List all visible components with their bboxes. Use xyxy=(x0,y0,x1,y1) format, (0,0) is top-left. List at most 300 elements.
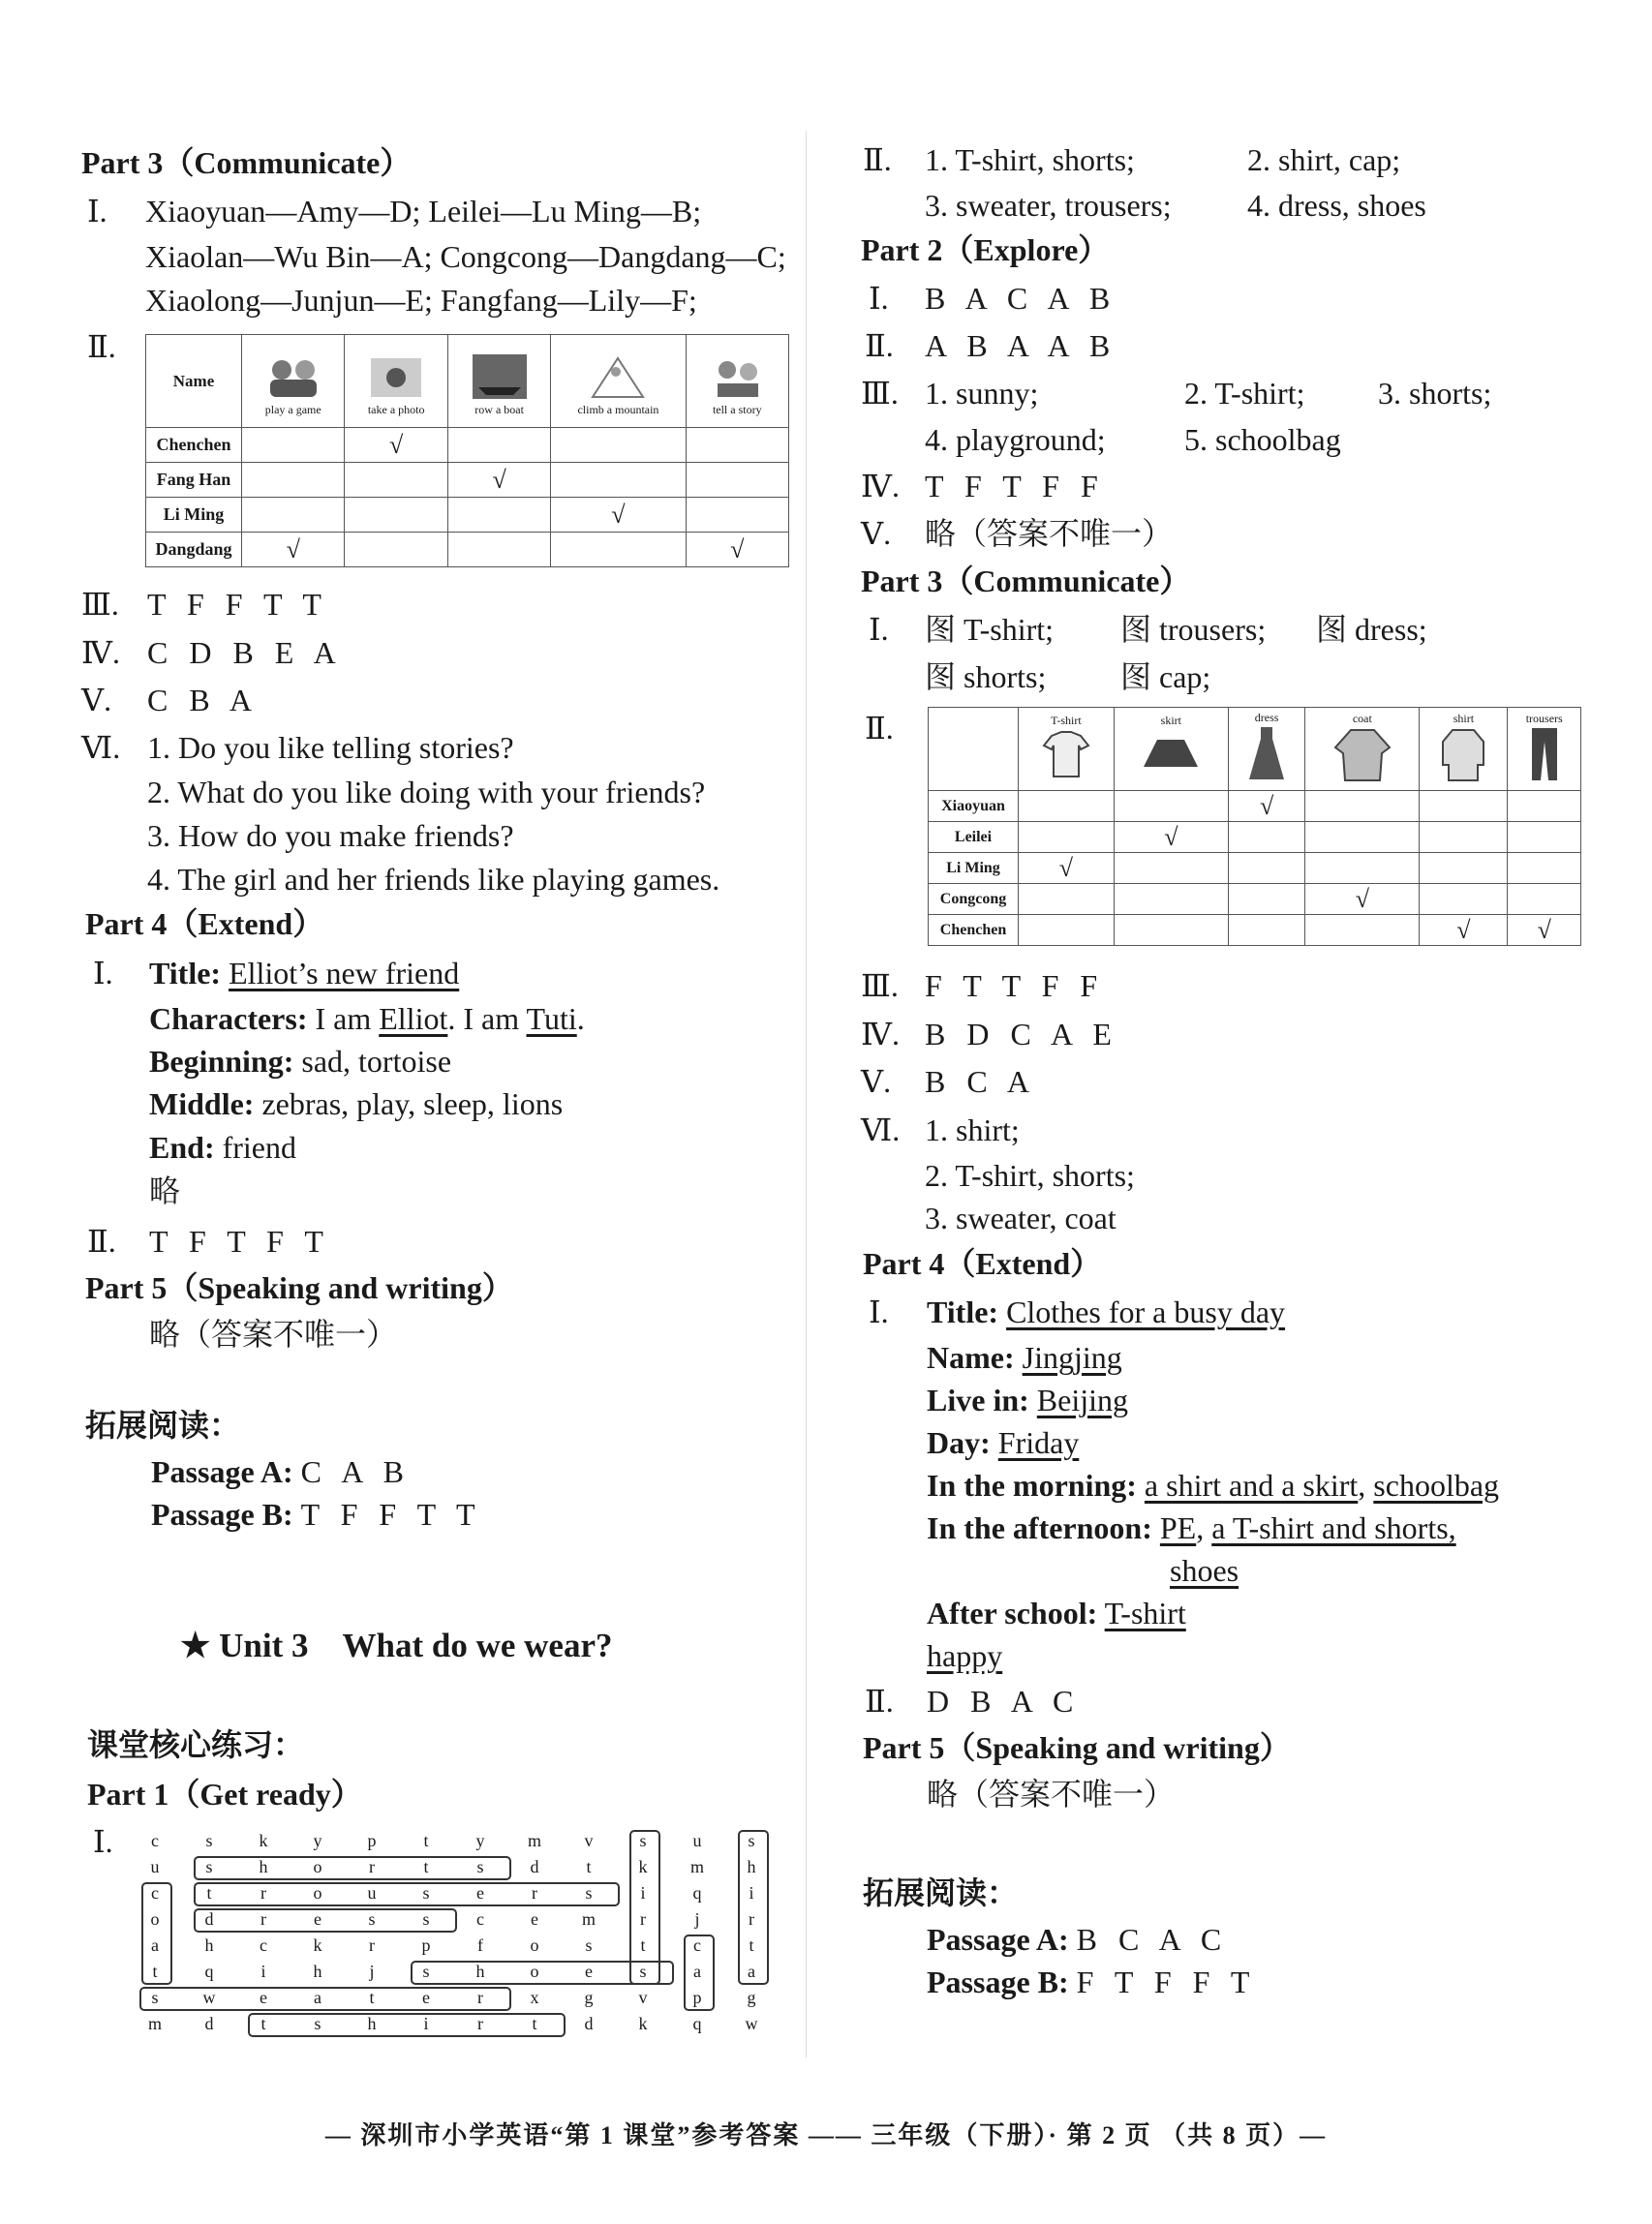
value: B C A C xyxy=(1076,1922,1229,1957)
found-word-outline xyxy=(194,1908,457,1933)
part5-answer: 略（答案不唯一） xyxy=(149,1317,398,1352)
check-cell xyxy=(1420,791,1508,822)
found-word-outline xyxy=(194,1856,511,1880)
communicate-3-number: Ⅲ. xyxy=(861,968,899,1003)
answer: F T T F F xyxy=(925,968,1105,1003)
extend-1-number: Ⅰ. xyxy=(869,1295,889,1329)
word-search-letter: e xyxy=(260,1988,267,2007)
activity-header xyxy=(345,335,447,428)
word-search-letter: s xyxy=(314,2014,321,2033)
name-header: Name xyxy=(146,335,242,428)
communicate-2-number: Ⅱ. xyxy=(865,711,894,746)
name-line xyxy=(927,1338,1122,1377)
word-search-letter: m xyxy=(147,2014,162,2033)
part5-answer: 略（答案不唯一） xyxy=(927,1777,1176,1812)
answer-line: 1. Do you like telling stories? xyxy=(147,730,514,765)
activity-table xyxy=(145,334,789,567)
section-2-number: Ⅱ. xyxy=(863,142,892,177)
label: Title: xyxy=(149,956,222,990)
word-search-letter: o xyxy=(530,1935,539,1955)
word-search-letter: k xyxy=(638,2014,648,2033)
answer-item: 图 trousers; xyxy=(1120,612,1267,647)
beginning-line xyxy=(149,1042,451,1081)
word-search-letter: d xyxy=(204,2014,214,2033)
label: Title: xyxy=(927,1295,999,1329)
section-3-number: Ⅲ. xyxy=(81,587,119,622)
word-search-letter: t xyxy=(423,1857,429,1876)
value: Clothes for a busy day xyxy=(1006,1295,1286,1329)
clothes-table xyxy=(928,707,1581,946)
word-search-letter: c xyxy=(476,1909,484,1929)
check-cell xyxy=(551,428,686,463)
part5-title: Part 5（Speaking and writing） xyxy=(863,1730,1291,1765)
label: Name: xyxy=(927,1340,1015,1375)
word-search-letter: m xyxy=(689,1857,704,1876)
row-name: Chenchen xyxy=(929,915,1019,946)
answer: B A C A B xyxy=(925,281,1117,316)
found-word-outline xyxy=(629,1830,660,1985)
clothes-header xyxy=(1420,708,1508,791)
label: End: xyxy=(149,1130,215,1165)
label: Day: xyxy=(927,1425,991,1460)
word-search-letter: e xyxy=(585,1962,593,1981)
check-cell xyxy=(242,428,345,463)
word-search-letter: r xyxy=(260,1909,266,1929)
part3-title: Part 3（Communicate） xyxy=(861,564,1191,598)
answer-item: 图 shorts; xyxy=(925,659,1047,694)
clothes-label: skirt xyxy=(1160,713,1181,727)
word-search-letter: d xyxy=(584,2014,594,2033)
row-name: Dangdang xyxy=(146,533,242,567)
check-cell: √ xyxy=(1305,884,1420,915)
word-search-letter: q xyxy=(692,1883,702,1903)
part3-title: Part 3（Communicate） xyxy=(81,145,412,180)
word-search-letter: q xyxy=(692,2014,702,2033)
word-search-letter: s xyxy=(748,1831,755,1850)
label: Characters: xyxy=(149,1001,308,1036)
word-search-letter: t xyxy=(260,2014,266,2033)
check-cell xyxy=(1228,853,1304,884)
label: Passage A: xyxy=(151,1454,293,1489)
explore-2-number: Ⅱ. xyxy=(865,328,894,363)
play-game-illustration xyxy=(262,349,324,403)
label: Passage B: xyxy=(927,1965,1069,1999)
text: . I am xyxy=(447,1001,520,1036)
word-search-letter: o xyxy=(530,1962,539,1981)
tell-story-illustration xyxy=(706,349,768,403)
answer: D B A C xyxy=(927,1684,1081,1719)
row-name: Leilei xyxy=(929,822,1019,853)
word-search-letter: h xyxy=(367,2014,377,2033)
answer-item: 2. shirt, cap; xyxy=(1247,142,1401,177)
word-search-letter: s xyxy=(151,1988,159,2007)
check-cell xyxy=(1019,915,1115,946)
activity-label: take a photo xyxy=(367,403,425,416)
check-cell: √ xyxy=(1508,915,1581,946)
value: Elliot xyxy=(379,1001,448,1036)
part2-title: Part 2（Explore） xyxy=(861,232,1110,267)
answer-item: 1. sunny; xyxy=(925,376,1039,411)
label: In the afternoon: xyxy=(927,1510,1152,1545)
word-search-letter: v xyxy=(638,1988,648,2007)
clothes-label: T-shirt xyxy=(1051,713,1082,727)
word-search-letter: t xyxy=(640,1935,646,1955)
afternoon-line-cont xyxy=(1170,1551,1239,1590)
word-search-letter: w xyxy=(745,2014,758,2033)
section-5-number: Ⅴ. xyxy=(81,683,112,717)
word-search-letter: t xyxy=(152,1962,158,1981)
check-cell: √ xyxy=(551,498,686,533)
title-line xyxy=(149,954,459,992)
value: a shirt and a skirt xyxy=(1144,1468,1359,1503)
part1-title: Part 1（Get ready） xyxy=(87,1777,362,1812)
value: F T F F T xyxy=(1076,1965,1257,1999)
afternoon-line: In the afternoon: PE, a T-shirt and shorts, xyxy=(927,1510,1456,1545)
happy-line xyxy=(927,1636,1002,1675)
text: I am xyxy=(315,1001,372,1036)
coat-icon xyxy=(1333,726,1392,782)
word-search-letter: s xyxy=(422,1909,430,1929)
word-search-letter: c xyxy=(260,1935,267,1955)
check-cell xyxy=(1420,884,1508,915)
word-search-letter: t xyxy=(423,1831,429,1850)
found-word-outline xyxy=(194,1882,620,1906)
value: Elliot’s new friend xyxy=(229,956,460,990)
climb-mountain-illustration xyxy=(587,349,649,403)
clothes-header xyxy=(1508,708,1581,791)
word-search-letter: d xyxy=(530,1857,539,1876)
answer-item: 图 cap; xyxy=(1120,659,1211,694)
check-cell xyxy=(1305,853,1420,884)
explore-1-number: Ⅰ. xyxy=(869,281,889,316)
label: After school: xyxy=(927,1596,1098,1630)
skirt-icon xyxy=(1142,728,1200,780)
value: happy xyxy=(927,1638,1003,1673)
extend-2-number: Ⅱ. xyxy=(87,1224,116,1259)
value: Friday xyxy=(997,1425,1080,1460)
unit-title: ★ Unit 3 What do we wear? xyxy=(180,1627,613,1664)
check-cell xyxy=(447,428,550,463)
activity-header xyxy=(447,335,550,428)
word-search-letter: o xyxy=(150,1909,160,1929)
word-search-letter: s xyxy=(585,1883,593,1903)
check-cell xyxy=(1114,791,1228,822)
check-cell xyxy=(1508,822,1581,853)
clothes-header xyxy=(1228,708,1304,791)
check-cell xyxy=(1228,915,1304,946)
passage-b xyxy=(927,1963,1256,2001)
word-search-letter: g xyxy=(747,1988,756,2007)
word-search-letter: h xyxy=(747,1857,756,1876)
check-cell xyxy=(686,463,788,498)
word-search-letter: s xyxy=(205,1831,213,1850)
word-search-letter: r xyxy=(640,1909,646,1929)
answer-item: 4. dress, shoes xyxy=(1247,188,1426,223)
value: friend xyxy=(222,1130,296,1165)
label: Middle: xyxy=(149,1086,255,1121)
word-search-letter: r xyxy=(749,1909,754,1929)
day-line xyxy=(927,1423,1079,1462)
value: zebras, play, sleep, lions xyxy=(261,1086,564,1121)
check-cell xyxy=(1305,791,1420,822)
answer-line: Xiaolong—Junjun—E; Fangfang—Lily—F; xyxy=(145,283,697,318)
check-cell xyxy=(242,498,345,533)
check-cell: √ xyxy=(345,428,447,463)
word-search-letter: j xyxy=(694,1909,700,1929)
answer: T F T F F xyxy=(925,469,1105,503)
value: T-shirt xyxy=(1104,1596,1186,1630)
word-search-letter: i xyxy=(749,1883,754,1903)
row-name: Xiaoyuan xyxy=(929,791,1019,822)
page-footer: — 深圳市小学英语“第 1 课堂”参考答案 —— 三年级（下册）· 第 2 页 （共 8 页）— xyxy=(324,2121,1328,2149)
check-cell xyxy=(686,498,788,533)
answer-item: 3. shorts; xyxy=(1378,376,1492,411)
value: Tuti xyxy=(526,1001,577,1036)
passage-a xyxy=(927,1920,1228,1959)
word-search-letter: s xyxy=(422,1962,430,1981)
part4-title: Part 4（Extend） xyxy=(85,906,324,941)
answer-line: 2. What do you like doing with your friends? xyxy=(147,775,706,809)
row-name: Li Ming xyxy=(146,498,242,533)
empty-header xyxy=(929,708,1019,791)
communicate-6-number: Ⅵ. xyxy=(861,1112,901,1147)
row-boat-illustration xyxy=(469,349,531,403)
word-search-letter: t xyxy=(206,1883,212,1903)
word-search-letter: u xyxy=(692,1831,702,1850)
word-search-letter: y xyxy=(475,1831,485,1850)
extend-1-number: Ⅰ. xyxy=(93,956,113,990)
answer: T F T F T xyxy=(149,1224,330,1259)
section-2-number: Ⅱ. xyxy=(87,329,116,364)
check-cell xyxy=(551,463,686,498)
word-search-letter: a xyxy=(314,1988,321,2007)
check-cell xyxy=(1228,822,1304,853)
answer-line: 3. sweater, coat xyxy=(925,1201,1117,1235)
value: a T-shirt and shorts, xyxy=(1211,1510,1456,1545)
answer-item: 3. sweater, trousers; xyxy=(925,188,1172,223)
check-cell xyxy=(1114,884,1228,915)
word-search-letter: u xyxy=(150,1857,160,1876)
clothes-label: shirt xyxy=(1453,711,1475,725)
word-search-letter: m xyxy=(527,1831,541,1850)
clothes-header xyxy=(1019,708,1115,791)
word-search-letter: t xyxy=(749,1935,754,1955)
word-search-letter: o xyxy=(313,1857,322,1876)
word-search-letter: d xyxy=(204,1909,214,1929)
word-search-letter: p xyxy=(367,1831,377,1850)
value: Jingjing xyxy=(1022,1340,1122,1375)
row-name: Chenchen xyxy=(146,428,242,463)
clothes-label: trousers xyxy=(1525,711,1563,725)
extended-reading-title: 拓展阅读： xyxy=(85,1408,241,1443)
word-search-letter: o xyxy=(313,1883,322,1903)
word-search-number: Ⅰ. xyxy=(93,1824,113,1859)
word-search-letter: s xyxy=(205,1857,213,1876)
communicate-1-number: Ⅰ. xyxy=(869,612,889,647)
communicate-4-number: Ⅳ. xyxy=(861,1017,900,1051)
word-search-letter: e xyxy=(314,1909,321,1929)
word-search-letter: e xyxy=(422,1988,430,2007)
word-search-letter: h xyxy=(259,1857,268,1876)
check-cell xyxy=(551,533,686,567)
value: sad, tortoise xyxy=(301,1044,452,1079)
dress-icon xyxy=(1247,725,1286,783)
passage-b xyxy=(151,1495,482,1534)
word-search-letter: k xyxy=(638,1857,648,1876)
t-shirt-icon xyxy=(1042,728,1090,780)
check-cell xyxy=(1019,791,1115,822)
take-photo-illustration xyxy=(365,349,427,403)
word-search-letter: s xyxy=(476,1857,484,1876)
word-search-letter: v xyxy=(584,1831,594,1850)
word-search-letter: p xyxy=(421,1935,431,1955)
activity-label: row a boat xyxy=(474,403,524,416)
activity-header xyxy=(242,335,345,428)
word-search-letter: t xyxy=(532,2014,537,2033)
check-cell xyxy=(1508,853,1581,884)
check-cell xyxy=(447,533,550,567)
check-cell: √ xyxy=(1420,915,1508,946)
answer-item: 4. playground; xyxy=(925,422,1106,457)
word-search-letter: u xyxy=(367,1883,377,1903)
label: Passage B: xyxy=(151,1497,293,1532)
label: In the morning: xyxy=(927,1468,1137,1503)
word-search-letter: r xyxy=(369,1857,375,1876)
word-search-letter: y xyxy=(313,1831,322,1850)
check-cell xyxy=(1114,853,1228,884)
word-search-letter: k xyxy=(313,1935,322,1955)
middle-line xyxy=(149,1084,563,1123)
check-cell xyxy=(1019,822,1115,853)
clothes-header xyxy=(1305,708,1420,791)
section-6-number: Ⅵ. xyxy=(81,730,121,765)
title-line xyxy=(927,1293,1285,1331)
word-search-letter: c xyxy=(151,1883,159,1903)
check-cell xyxy=(1508,791,1581,822)
value: Beijing xyxy=(1036,1383,1128,1417)
value: shoes xyxy=(1170,1553,1239,1588)
word-search-letter: r xyxy=(260,1883,266,1903)
check-cell xyxy=(242,463,345,498)
section-1-number: Ⅰ. xyxy=(87,194,107,228)
column-divider xyxy=(806,131,807,2057)
activity-label: play a game xyxy=(264,403,321,416)
word-search-letter: r xyxy=(477,2014,483,2033)
check-cell xyxy=(345,533,447,567)
passage-a xyxy=(151,1452,411,1491)
answer: C D B E A xyxy=(147,635,343,670)
answer-item: 图 dress; xyxy=(1316,612,1427,647)
answer-item: 图 T-shirt; xyxy=(925,612,1055,647)
word-search-letter: r xyxy=(369,1935,375,1955)
live-line xyxy=(927,1381,1128,1419)
word-search-letter: s xyxy=(368,1909,376,1929)
answer-item: 1. T-shirt, shorts; xyxy=(925,142,1135,177)
word-search-letter: c xyxy=(151,1831,159,1850)
check-cell xyxy=(1420,853,1508,884)
word-search-letter: a xyxy=(151,1935,159,1955)
word-search-letter: t xyxy=(586,1857,592,1876)
word-search-letter: h xyxy=(475,1962,485,1981)
label: Passage A: xyxy=(927,1922,1069,1957)
answer-item: 5. schoolbag xyxy=(1184,422,1341,457)
shirt-icon xyxy=(1441,726,1485,782)
value: T F F T T xyxy=(300,1497,482,1532)
word-search-letter: s xyxy=(585,1935,593,1955)
answer: C B A xyxy=(147,683,260,717)
word-search-grid xyxy=(136,1828,784,2041)
check-cell: √ xyxy=(242,533,345,567)
check-cell: √ xyxy=(447,463,550,498)
check-cell xyxy=(345,463,447,498)
label: Beginning: xyxy=(149,1044,294,1079)
answer: T F F T T xyxy=(147,587,328,622)
extended-reading-title: 拓展阅读： xyxy=(863,1875,1019,1910)
word-search-letter: h xyxy=(313,1962,322,1981)
check-cell: √ xyxy=(1114,822,1228,853)
check-cell xyxy=(1420,822,1508,853)
value: PE xyxy=(1159,1510,1197,1545)
explore-5-number: Ⅴ. xyxy=(861,516,892,551)
word-search-letter: c xyxy=(693,1935,701,1955)
word-search-letter: i xyxy=(640,1883,646,1903)
clothes-header xyxy=(1114,708,1228,791)
word-search-letter: a xyxy=(748,1962,755,1981)
after-school-line xyxy=(927,1594,1186,1632)
answer-line: 1. shirt; xyxy=(925,1112,1020,1147)
check-cell xyxy=(447,498,550,533)
check-cell: √ xyxy=(1019,853,1115,884)
clothes-label: coat xyxy=(1352,711,1372,725)
check-cell xyxy=(1305,915,1420,946)
label: Live in: xyxy=(927,1383,1029,1417)
word-search-letter: f xyxy=(477,1935,483,1955)
check-cell xyxy=(1305,822,1420,853)
word-search-letter: e xyxy=(531,1909,538,1929)
clothes-label: dress xyxy=(1254,710,1279,724)
check-cell: √ xyxy=(1228,791,1304,822)
section-4-number: Ⅳ. xyxy=(81,635,120,670)
found-word-outline xyxy=(139,1987,511,2011)
omitted-answer: 略 xyxy=(149,1173,181,1208)
answer-line: Xiaoyuan—Amy—D; Leilei—Lu Ming—B; xyxy=(145,194,702,228)
found-word-outline xyxy=(248,2013,566,2037)
word-search-letter: s xyxy=(639,1962,647,1981)
activity-label: climb a mountain xyxy=(577,403,659,416)
row-name: Fang Han xyxy=(146,463,242,498)
word-search-letter: j xyxy=(369,1962,375,1981)
check-cell xyxy=(1114,915,1228,946)
part4-title: Part 4（Extend） xyxy=(863,1246,1102,1281)
answer: A B A A B xyxy=(925,328,1117,363)
answer: B C A xyxy=(925,1064,1037,1099)
extend-2-number: Ⅱ. xyxy=(865,1684,894,1719)
check-cell xyxy=(1019,884,1115,915)
word-search-letter: g xyxy=(584,1988,594,2007)
word-search-letter: q xyxy=(204,1962,214,1981)
word-search-letter: k xyxy=(259,1831,268,1850)
end-line xyxy=(149,1128,296,1167)
value: C A B xyxy=(300,1454,411,1489)
found-word-outline xyxy=(684,1935,715,2011)
part5-title: Part 5（Speaking and writing） xyxy=(85,1270,513,1305)
explore-4-number: Ⅳ. xyxy=(861,469,900,503)
explore-3-number: Ⅲ. xyxy=(861,376,899,411)
row-name: Li Ming xyxy=(929,853,1019,884)
value: schoolbag xyxy=(1373,1468,1500,1503)
word-search-letter: h xyxy=(204,1935,214,1955)
word-search-letter: s xyxy=(639,1831,647,1850)
